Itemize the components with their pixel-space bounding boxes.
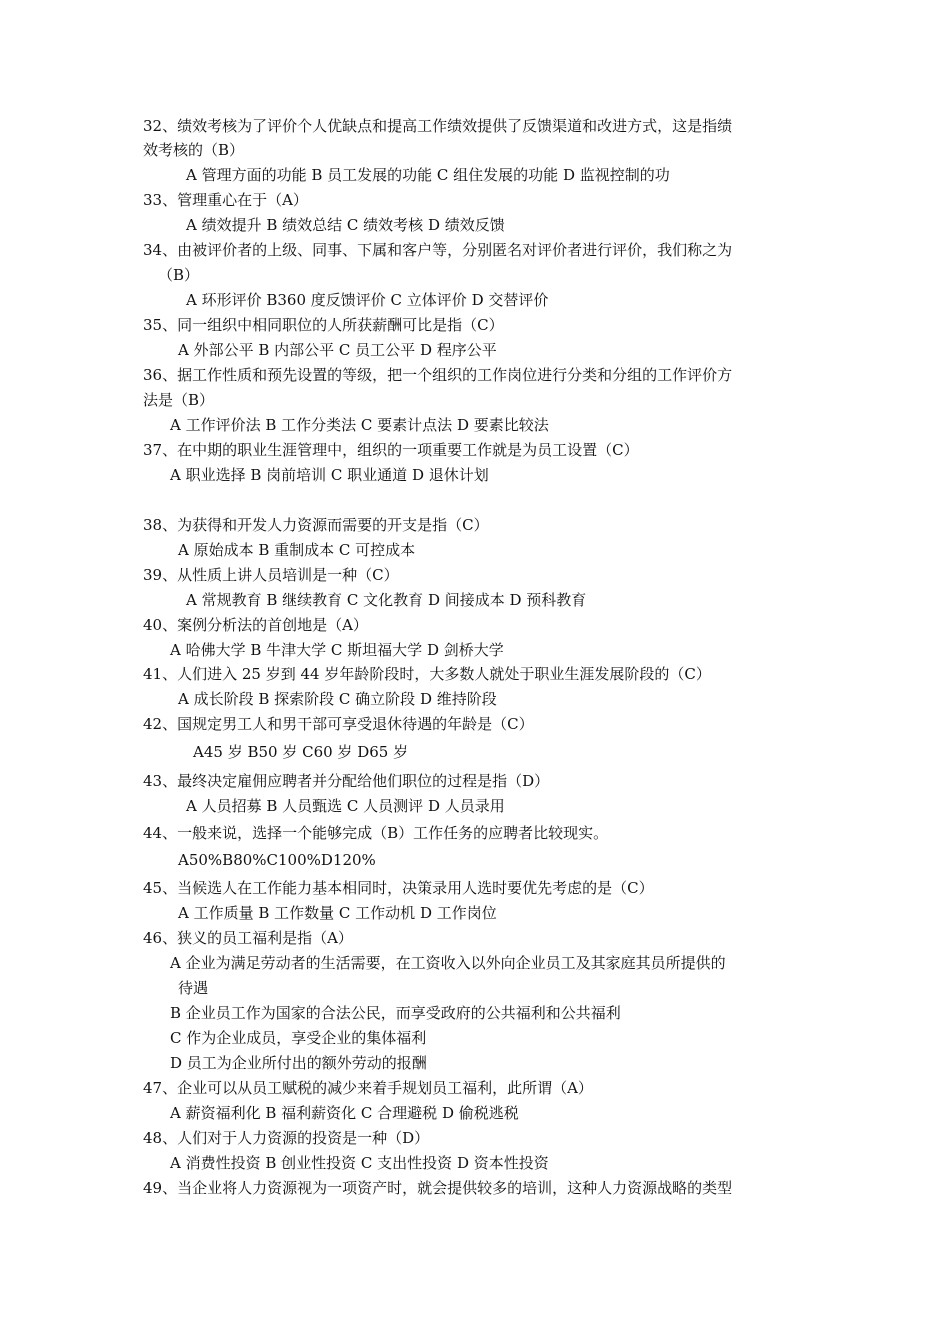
question-46-option-d: D 员工为企业所付出的额外劳动的报酬 (170, 1054, 427, 1072)
question-47-options: A 薪资福利化 B 福利薪资化 C 合理避税 D 偷税逃税 (170, 1104, 519, 1122)
question-46-option-c: C 作为企业成员，享受企业的集体福利 (170, 1029, 427, 1047)
question-48-options: A 消费性投资 B 创业性投资 C 支出性投资 D 资本性投资 (170, 1154, 549, 1172)
question-32-line-1: 32、绩效考核为了评价个人优缺点和提高工作绩效提供了反馈渠道和改进方式，这是指绩 (143, 117, 733, 135)
question-46-option-a-line-2: 待遇 (178, 979, 209, 997)
question-33: 33、管理重心在于（A） (143, 191, 308, 209)
question-35-options: A 外部公平 B 内部公平 C 员工公平 D 程序公平 (178, 341, 497, 359)
question-46-option-a-line-1: A 企业为满足劳动者的生活需要，在工资收入以外向企业员工及其家庭其员所提供的 (170, 954, 726, 972)
question-32-line-2: 效考核的（B） (143, 141, 245, 159)
question-44-options: A50%B80%C100%D120% (178, 851, 376, 869)
question-34-options: A 环形评价 B360 度反馈评价 C 立体评价 D 交替评价 (186, 291, 549, 309)
question-46-option-b: B 企业员工作为国家的合法公民，而享受政府的公共福利和公共福利 (170, 1004, 621, 1022)
question-34-line-1: 34、由被评价者的上级、同事、下属和客户等，分别匿名对评价者进行评价，我们称之为 (143, 241, 733, 259)
question-36-line-1: 36、据工作性质和预先设置的等级，把一个组织的工作岗位进行分类和分组的工作评价方 (143, 366, 733, 384)
question-36-options: A 工作评价法 B 工作分类法 C 要素计点法 D 要素比较法 (170, 416, 549, 434)
question-33-options: A 绩效提升 B 绩效总结 C 绩效考核 D 绩效反馈 (186, 216, 505, 234)
question-41-options: A 成长阶段 B 探索阶段 C 确立阶段 D 维持阶段 (178, 690, 497, 708)
question-49: 49、当企业将人力资源视为一项资产时，就会提供较多的培训，这种人力资源战略的类型 (143, 1179, 733, 1197)
question-36-line-2: 法是（B） (143, 391, 215, 409)
question-43-options: A 人员招募 B 人员甄选 C 人员测评 D 人员录用 (186, 797, 505, 815)
question-41: 41、人们进入 25 岁到 44 岁年龄阶段时，大多数人就处于职业生涯发展阶段的（C） (143, 665, 711, 683)
question-45-options: A 工作质量 B 工作数量 C 工作动机 D 工作岗位 (178, 904, 497, 922)
question-39-options: A 常规教育 B 继续教育 C 文化教育 D 间接成本 D 预科教育 (186, 591, 587, 609)
question-42: 42、国规定男工人和男干部可享受退休待遇的年龄是（C） (143, 715, 534, 733)
question-42-options: A45 岁 B50 岁 C60 岁 D65 岁 (193, 743, 409, 761)
question-37-options: A 职业选择 B 岗前培训 C 职业通道 D 退休计划 (170, 466, 489, 484)
question-44: 44、一般来说，选择一个能够完成（B）工作任务的应聘者比较现实。 (143, 824, 609, 842)
question-40: 40、案例分析法的首创地是（A） (143, 616, 368, 634)
question-47: 47、企业可以从员工赋税的减少来着手规划员工福利，此所谓（A） (143, 1079, 593, 1097)
question-48: 48、人们对于人力资源的投资是一种（D） (143, 1129, 430, 1147)
question-39: 39、从性质上讲人员培训是一种（C） (143, 566, 399, 584)
question-43: 43、最终决定雇佣应聘者并分配给他们职位的过程是指（D） (143, 772, 550, 790)
question-40-options: A 哈佛大学 B 牛津大学 C 斯坦福大学 D 剑桥大学 (170, 641, 504, 659)
question-35: 35、同一组织中相同职位的人所获薪酬可比是指（C） (143, 316, 504, 334)
question-38: 38、为获得和开发人力资源而需要的开支是指（C） (143, 516, 489, 534)
question-32-options: A 管理方面的功能 B 员工发展的功能 C 组住发展的功能 D 监视控制的功 (186, 166, 670, 184)
question-37: 37、在中期的职业生涯管理中，组织的一项重要工作就是为员工设置（C） (143, 441, 639, 459)
question-34-line-2: （B） (158, 266, 200, 284)
question-46: 46、狭义的员工福利是指（A） (143, 929, 353, 947)
question-45: 45、当候选人在工作能力基本相同时，决策录用人选时要优先考虑的是（C） (143, 879, 654, 897)
question-38-options: A 原始成本 B 重制成本 C 可控成本 (178, 541, 416, 559)
